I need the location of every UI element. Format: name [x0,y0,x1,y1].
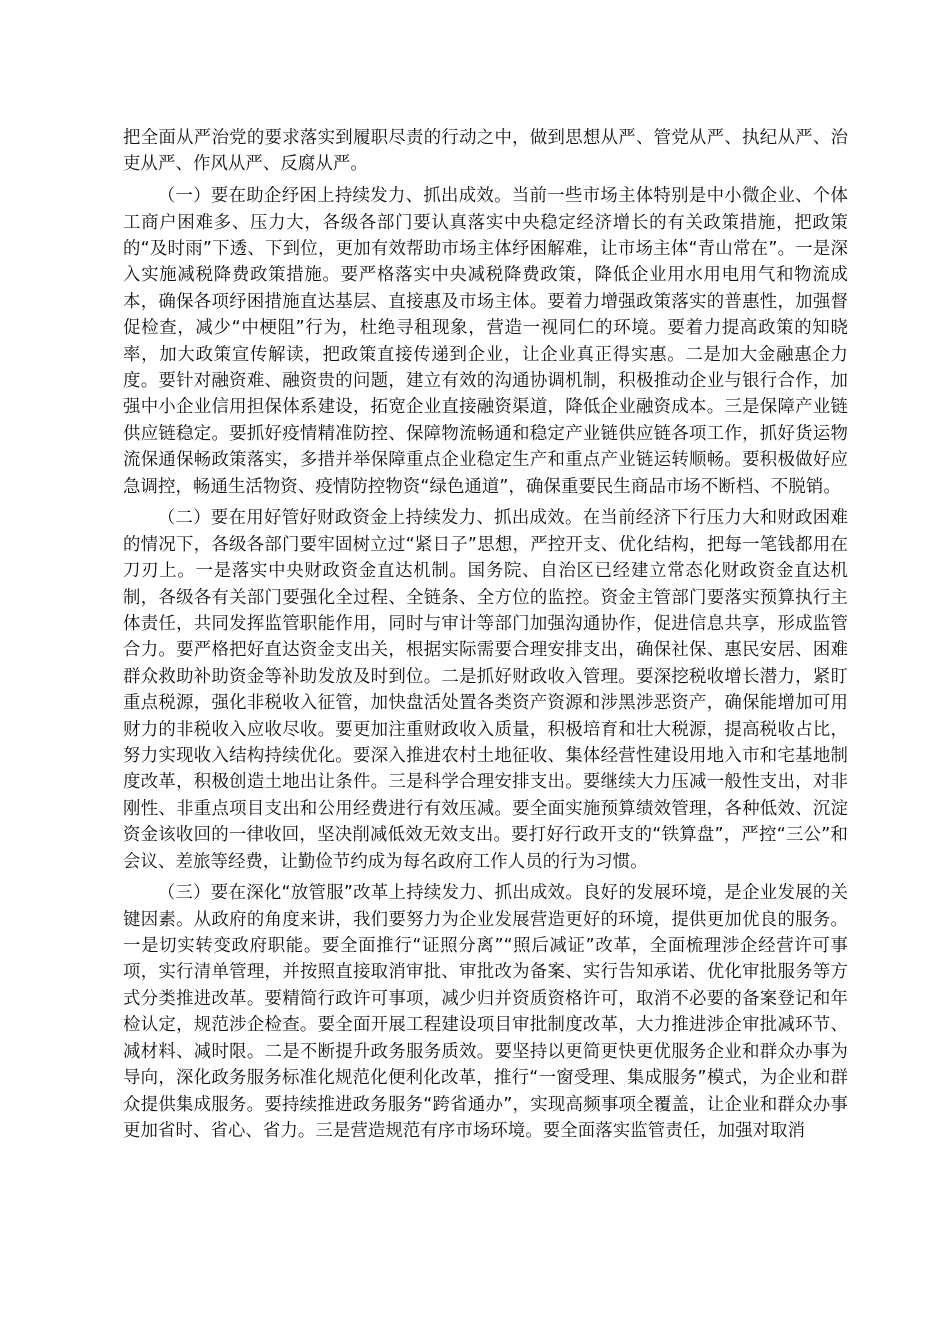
paragraph-section-1: （一）要在助企纾困上持续发力、抓出成效。当前一些市场主体特别是中小微企业、个体工商户困难多、压力大，各级各部门要认真落实中央稳定经济增长的有关政策措施，把政策的“及时雨”下透、下到位，更加有效帮助市场主体纾困解难，让市场主体“青山常在”。一是深入实施减税降费政策措施。要严格落实中央减税降费政策，降低企业用水用电用气和物流成本，确保各项纾困措施直达基层、直接惠及市场主体。要着力增强政策落实的普惠性，加强督促检查，减少“中梗阻”行为，杜绝寻租现象，营造一视同仁的环境。要着力提高政策的知晓率，加大政策宣传解读，把政策直接传递到企业，让企业真正得实惠。二是加大金融惠企力度。要针对融资难、融资贵的问题，建立有效的沟通协调机制，积极推动企业与银行合作，加强中小企业信用担保体系建设，拓宽企业直接融资渠道，降低企业融资成本。三是保障产业链供应链稳定。要抓好疫情精准防控、保障物流畅通和稳定产业链供应链各项工作，抓好货运物流保通保畅政策落实，多措并举保障重点企业稳定生产和重点产业链运转顺畅。要积极做好应急调控，畅通生活物资、疫情防控物资“绿色通道”，确保重要民生商品市场不断档、不脱销。 [123,186,848,497]
paragraph-section-3: （三）要在深化“放管服”改革上持续发力、抓出成效。良好的发展环境，是企业发展的关键因素。从政府的角度来讲，我们要努力为企业发展营造更好的环境，提供更加优良的服务。一是切实转变政府职能。要全面推行“证照分离”“照后减证”改革，全面梳理涉企经营许可事项，实行清单管理，并按照直接取消审批、审批改为备案、实行告知承诺、优化审批服务等方式分类推进改革。要精简行政许可事项，减少归并资质资格许可，取消不必要的备案登记和年检认定，规范涉企检查。要全面开展工程建设项目审批制度改革，大力推进涉企审批减环节、减材料、减时限。二是不断提升政务服务质效。要坚持以更简更快更优服务企业和群众办事为导向，深化政务服务标准化规范化便利化改革，推行“一窗受理、集成服务”模式，为企业和群众提供集成服务。要持续推进政务服务“跨省通办”，实现高频事项全覆盖，让企业和群众办事更加省时、省心、省力。三是营造规范有序市场环境。要全面落实监管责任，加强对取消 [123,883,848,1141]
paragraph-continuation: 把全面从严治党的要求落实到履职尽责的行动之中，做到思想从严、管党从严、执纪从严、治吏从严、作风从严、反腐从严。 [123,128,848,175]
paragraph-section-2: （二）要在用好管好财政资金上持续发力、抓出成效。在当前经济下行压力大和财政困难的情况下，各级各部门要牢固树立过“紧日子”思想，严控开支、优化结构，把每一笔钱都用在刀刃上。一是落实中央财政资金直达机制。国务院、自治区已经建立常态化财政资金直达机制，各级各有关部门要强化全过程、全链条、全方位的监控。资金主管部门要落实预算执行主体责任，共同发挥监管职能作用，同时与审计等部门加强沟通协作，促进信息共享，形成监管合力。要严格把好直达资金支出关，根据实际需要合理安排支出，确保社保、惠民安居、困难群众救助补助资金等补助发放及时到位。二是抓好财政收入管理。要深挖税收增长潜力，紧盯重点税源，强化非税收入征管，加快盘活处置各类资产资源和涉黑涉恶资产，确保能增加可用财力的非税收入应收尽收。要更加注重财政收入质量，积极培育和壮大税源，提高税收占比，努力实现收入结构持续优化。要深入推进农村土地征收、集体经营性建设用地入市和宅基地制度改革，积极创造土地出让条件。三是科学合理安排支出。要继续大力压减一般性支出，对非刚性、非重点项目支出和公用经费进行有效压减。要全面实施预算绩效管理，各种低效、沉淀资金该收回的一律收回，坚决削减低效无效支出。要打好行政开支的“铁算盘”，严控“三公”和会议、差旅等经费，让勤俭节约成为每名政府工作人员的行为习惯。 [123,508,848,872]
document-page [123,125,848,1150]
